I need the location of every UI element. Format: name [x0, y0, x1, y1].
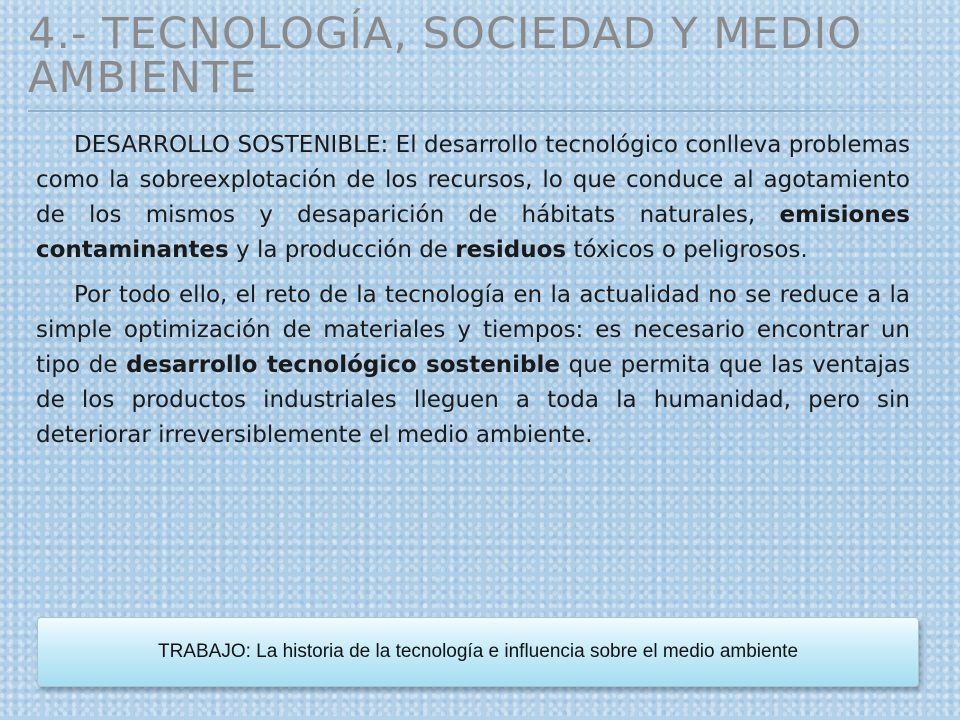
paragraph-text: y la producción de	[228, 237, 456, 263]
banner-text: TRABAJO: La historia de la tecnología e influencia sobre el medio ambiente	[157, 641, 799, 662]
paragraph-desarrollo-sostenible	[36, 128, 910, 268]
highlight-desarrollo-sostenible: desarrollo tecnológico sostenible	[126, 352, 561, 378]
slide-title: 4.- TECNOLOGÍA, SOCIEDAD Y MEDIO AMBIENTE	[28, 9, 863, 103]
paragraph-text: que permita que las ventajas de los productos industriales lleguen a toda la humanidad, pero sin deteriorar irreversiblemente el medio ambiente.	[36, 352, 911, 448]
paragraph-text: tóxicos o peligrosos.	[566, 237, 808, 263]
slide-body	[36, 128, 910, 463]
paragraph-reto-tecnologia	[36, 278, 910, 453]
highlight-residuos: residuos	[455, 237, 567, 263]
highlight-emisiones: emisiones contaminantes	[36, 202, 910, 263]
paragraph-text: Por todo ello, el reto de la tecnología en la actualidad no se reduce a la simple optimización de materiales y tiempos: es necesario encontrar un tipo de	[36, 282, 910, 378]
paragraph-text: DESARROLLO SOSTENIBLE: El desarrollo tecnológico conlleva problemas como la sobreexplotación de los recursos, lo que conduce al agotamiento de los mismos y desaparición de hábitats naturales,	[36, 132, 910, 228]
title-divider	[28, 110, 960, 112]
trabajo-banner	[37, 617, 919, 687]
